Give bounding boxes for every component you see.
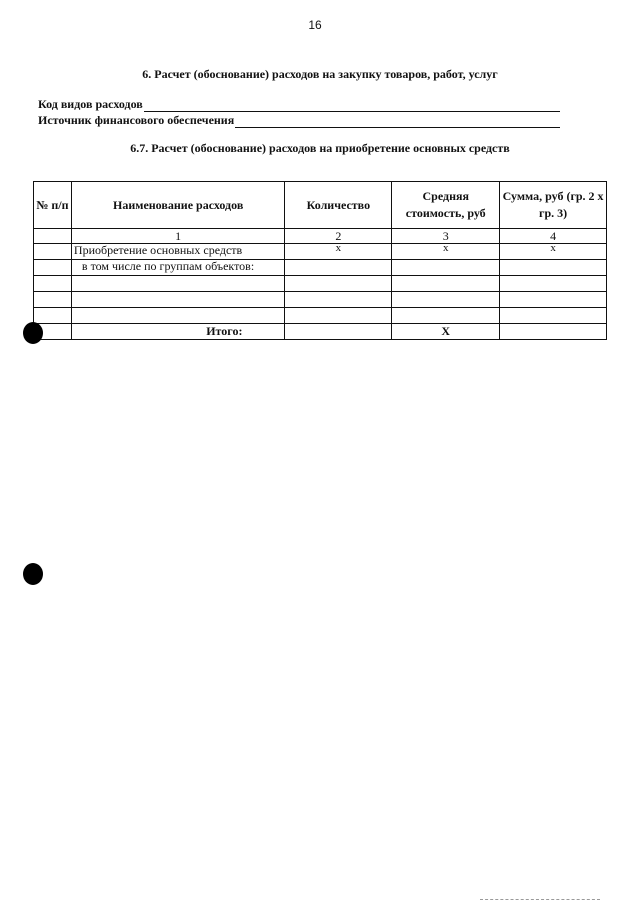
empty-cell <box>500 260 607 276</box>
empty-cell <box>34 308 72 324</box>
table-row-by-groups <box>34 260 607 276</box>
total-avg-cost: Х <box>392 324 500 340</box>
scan-artifact <box>480 899 600 902</box>
punch-hole-top <box>23 322 43 344</box>
column-number: 1 <box>71 229 285 244</box>
empty-cell <box>500 292 607 308</box>
empty-cell <box>285 324 392 340</box>
acquisition-qty: х <box>285 244 392 260</box>
empty-cell <box>500 324 607 340</box>
empty-cell <box>392 276 500 292</box>
empty-cell <box>392 308 500 324</box>
empty-cell <box>285 276 392 292</box>
section-title: 6. Расчет (обоснование) расходов на закупку товаров, работ, услуг <box>142 67 498 81</box>
header-name: Наименование расходов <box>71 182 285 229</box>
header-avg-cost: Средняя стоимость, руб <box>392 182 500 229</box>
empty-cell <box>34 276 72 292</box>
header-qty: Количество <box>285 182 392 229</box>
table-row-acquisition <box>34 244 607 260</box>
subsection-title: 6.7. Расчет (обоснование) расходов на приобретение основных средств <box>130 141 510 155</box>
by-groups-name: в том числе по группам объектов: <box>71 260 285 276</box>
expense-code-field <box>38 97 560 112</box>
empty-cell <box>392 260 500 276</box>
page-number: 16 <box>308 18 322 32</box>
funding-source-blank <box>235 116 560 128</box>
empty-cell <box>34 292 72 308</box>
empty-cell <box>392 292 500 308</box>
empty-cell <box>71 308 285 324</box>
acquisition-sum: х <box>500 244 607 260</box>
table-row-empty <box>34 292 607 308</box>
funding-source-field <box>38 113 560 128</box>
punch-hole-bottom <box>23 563 43 585</box>
column-number: 4 <box>500 229 607 244</box>
expense-code-blank <box>144 100 560 112</box>
column-number <box>34 229 72 244</box>
table-row-empty <box>34 276 607 292</box>
row-num-cell <box>34 260 72 276</box>
column-numbers-row <box>34 229 607 244</box>
table-header-row <box>34 182 607 229</box>
row-num-cell <box>34 244 72 260</box>
empty-cell <box>500 308 607 324</box>
column-number: 2 <box>285 229 392 244</box>
expenses-table <box>33 181 607 340</box>
column-number: 3 <box>392 229 500 244</box>
table-row-empty <box>34 308 607 324</box>
header-num: № п/п <box>34 182 72 229</box>
table-row-total <box>34 324 607 340</box>
acquisition-avg-cost: х <box>392 244 500 260</box>
empty-cell <box>71 292 285 308</box>
empty-cell <box>285 308 392 324</box>
empty-cell <box>285 260 392 276</box>
empty-cell <box>71 276 285 292</box>
empty-cell <box>500 276 607 292</box>
expense-code-label: Код видов расходов <box>38 97 143 111</box>
acquisition-name: Приобретение основных средств <box>71 244 285 260</box>
empty-cell <box>285 292 392 308</box>
total-label: Итого: <box>71 324 285 340</box>
header-sum: Сумма, руб (гр. 2 х гр. 3) <box>500 182 607 229</box>
funding-source-label: Источник финансового обеспечения <box>38 113 235 127</box>
